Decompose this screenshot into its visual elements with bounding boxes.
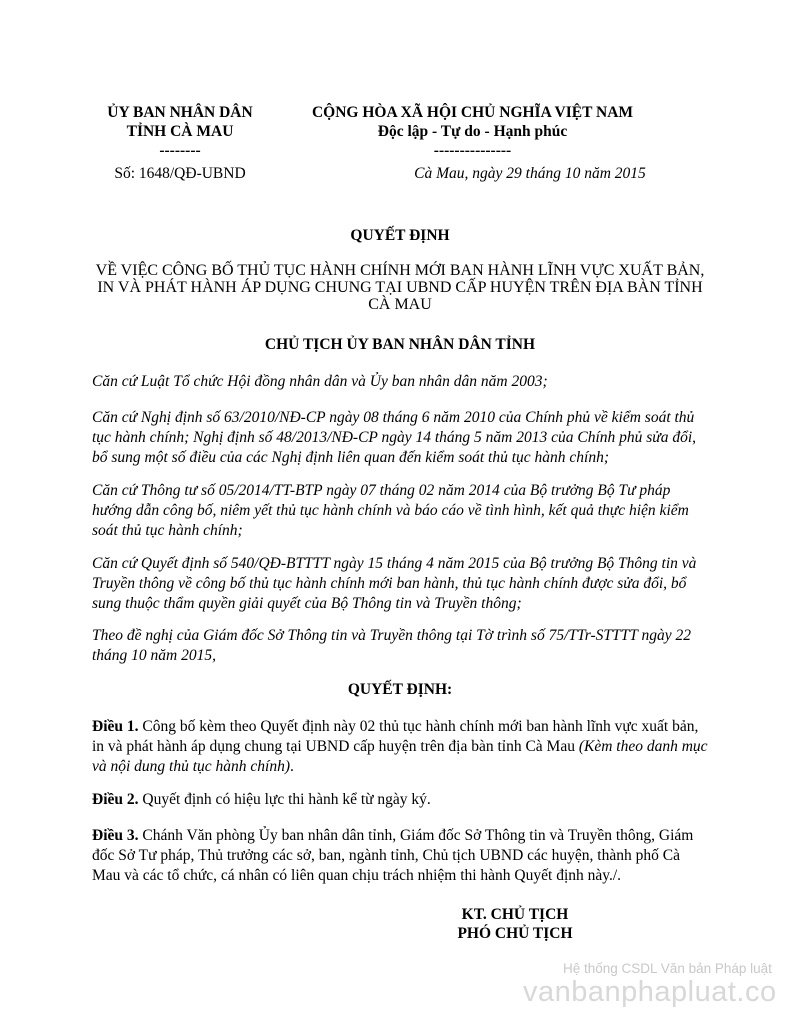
article-end: . bbox=[290, 758, 294, 775]
article-label: Điều 3. bbox=[92, 827, 139, 844]
document-subject bbox=[90, 262, 710, 313]
issuing-authority: CHỦ TỊCH ỦY BAN NHÂN DÂN TỈNH bbox=[264, 336, 536, 353]
preamble-item: Căn cứ Luật Tổ chức Hội đồng nhân dân và Ủy ban nhân dân năm 2003; bbox=[92, 373, 548, 390]
article-text: Công bố kèm theo Quyết định này 02 thủ tục hành chính mới ban hành lĩnh vực xuất bản, in và phát hành áp dụng chung tại UBND cấp huyện trên địa bàn tỉnh Cà Mau bbox=[92, 718, 699, 755]
national-header bbox=[290, 103, 655, 160]
document-type: QUYẾT ĐỊNH bbox=[350, 227, 450, 244]
motto-divider: --------------- bbox=[433, 142, 512, 159]
watermark-site: vanbanphapluat.co bbox=[523, 976, 777, 1008]
watermark-caption: Hệ thống CSDL Văn bản Pháp luật bbox=[563, 961, 772, 976]
subject-line-2: IN VÀ PHÁT HÀNH ÁP DỤNG CHUNG TẠI UBND CẤP HUYỆN TRÊN ĐỊA BÀN TỈNH bbox=[97, 279, 703, 296]
article-3 bbox=[92, 826, 710, 886]
issuing-agency bbox=[95, 103, 265, 160]
document-number: Số: 1648/QĐ-UBND bbox=[114, 165, 246, 182]
signature-line-2: PHÓ CHỦ TỊCH bbox=[457, 925, 573, 942]
preamble-item: Căn cứ Nghị định số 63/2010/NĐ-CP ngày 08 tháng 6 năm 2010 của Chính phủ về kiểm soát thủ tục hành chính; Nghị định số 48/2013/NĐ-CP ngày 14 tháng 5 năm 2013 của Chính phủ sửa đổi, bổ sung một số điều của các Nghị định liên quan đến kiểm soát thủ tục hành chính; bbox=[92, 409, 697, 466]
agency-line-2: TỈNH CÀ MAU bbox=[126, 123, 234, 140]
signature-line-1: KT. CHỦ TỊCH bbox=[461, 906, 569, 923]
agency-divider: -------- bbox=[159, 142, 201, 159]
article-2 bbox=[92, 790, 710, 810]
article-label: Điều 2. bbox=[92, 791, 139, 808]
subject-line-3: CÀ MAU bbox=[368, 296, 432, 313]
article-1 bbox=[92, 717, 710, 777]
nation-name: CỘNG HÒA XÃ HỘI CHỦ NGHĨA VIỆT NAM bbox=[311, 104, 634, 121]
place-date: Cà Mau, ngày 29 tháng 10 năm 2015 bbox=[414, 165, 646, 182]
preamble-item: Căn cứ Thông tư số 05/2014/TT-BTP ngày 07 tháng 02 năm 2014 của Bộ trưởng Bộ Tư pháp hướng dẫn công bố, niêm yết thủ tục hành chính và báo cáo về tình hình, kết quả thực hiện kiểm soát thủ tục hành chính; bbox=[92, 482, 689, 539]
decision-heading: QUYẾT ĐỊNH: bbox=[347, 681, 453, 698]
motto: Độc lập - Tự do - Hạnh phúc bbox=[377, 123, 568, 140]
article-text: Quyết định có hiệu lực thi hành kể từ ngày ký. bbox=[138, 791, 431, 808]
article-text: Chánh Văn phòng Ủy ban nhân dân tỉnh, Giám đốc Sở Thông tin và Truyền thông, Giám đốc Sở Tư pháp, Thủ trưởng các sở, ban, ngành tỉnh, Chủ tịch UBND các huyện, thành phố Cà Mau và các tổ chức, cá nhân có liên quan chịu trách nhiệm thi hành Quyết định này./. bbox=[92, 827, 694, 884]
article-label: Điều 1. bbox=[92, 718, 139, 735]
preamble-item: Theo đề nghị của Giám đốc Sở Thông tin và Truyền thông tại Tờ trình số 75/TTr-STTTT ngày 22 tháng 10 năm 2015, bbox=[92, 627, 691, 664]
preamble-item: Căn cứ Quyết định số 540/QĐ-BTTTT ngày 15 tháng 4 năm 2015 của Bộ trưởng Bộ Thông tin và Truyền thông về công bố thủ tục hành chính mới ban hành, thủ tục hành chính được sửa đổi, bổ sung thuộc thẩm quyền giải quyết của Bộ Thông tin và Truyền thông; bbox=[92, 555, 697, 612]
signature-block bbox=[430, 905, 600, 943]
article-note: (Kèm theo danh mục và nội dung thủ tục hành chính) bbox=[92, 738, 708, 775]
agency-line-1: ỦY BAN NHÂN DÂN bbox=[107, 104, 253, 121]
subject-line-1: VỀ VIỆC CÔNG BỐ THỦ TỤC HÀNH CHÍNH MỚI BAN HÀNH LĨNH VỰC XUẤT BẢN, bbox=[95, 262, 705, 279]
